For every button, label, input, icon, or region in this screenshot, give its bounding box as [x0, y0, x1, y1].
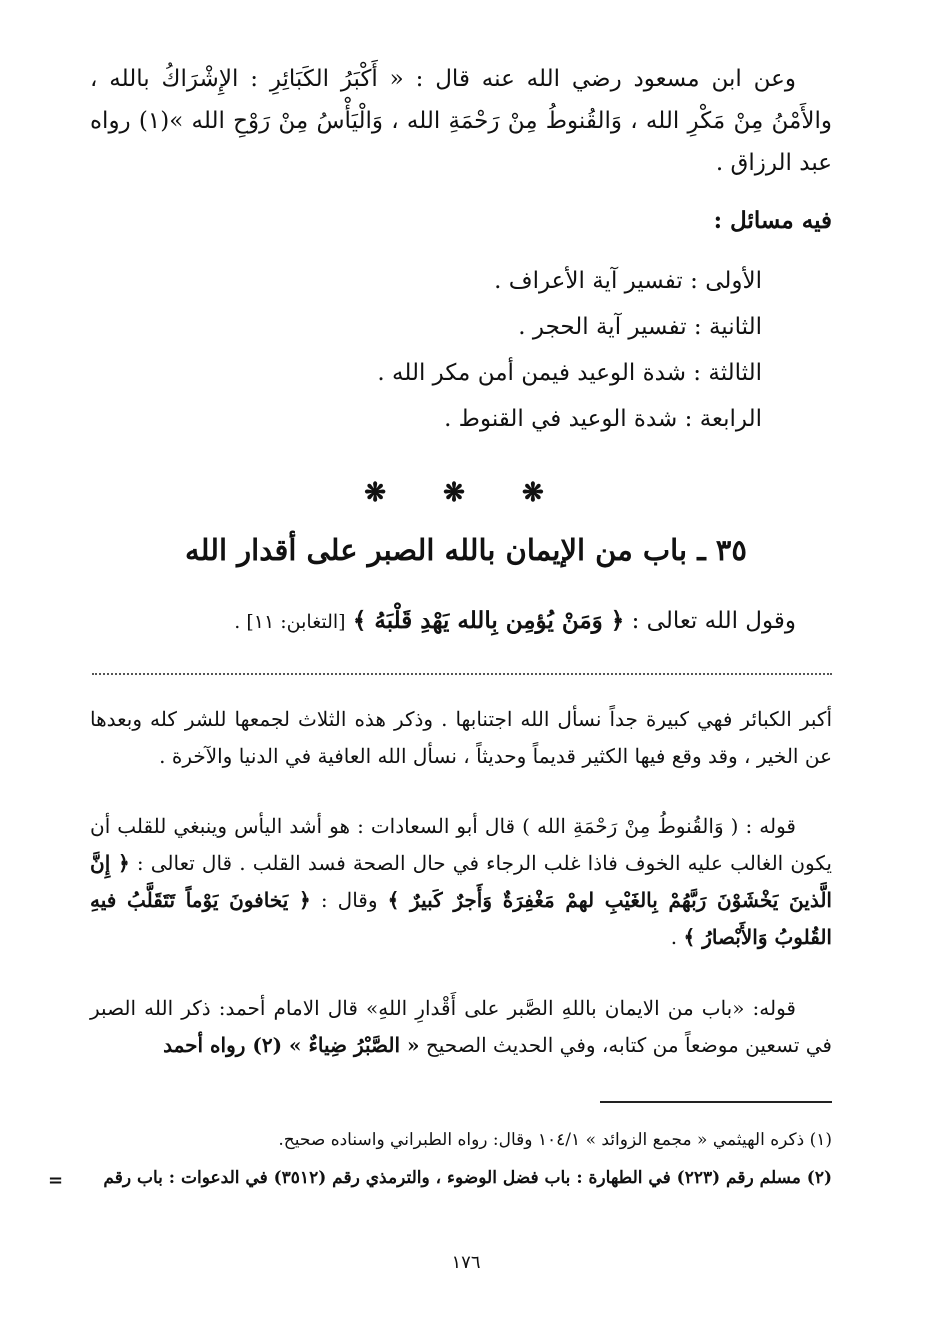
list-item: الرابعة : شدة الوعيد في القنوط . [444, 406, 762, 432]
list-item: الثانية : تفسير آية الحجر . [518, 314, 762, 340]
commentary-paragraph-3 [90, 990, 832, 1064]
quran-verse: ﴿ إِنَّ الَّذينَ يَخْشَوْنَ رَبَّهُمْ بِالغَيْبِ لهمْ مَغْفِرَةٌ وَأَجرٌ كَبيرٌ ﴾ [90, 851, 832, 912]
commentary-text: وقال : [320, 888, 378, 912]
footnote-1: (١) ذكره الهيثمي « مجمع الزوائد » ١٠٤/١ وقال: رواه الطبراني واسناده صحيح. [278, 1130, 832, 1150]
footnote-continuation-mark: = [48, 1170, 64, 1191]
masail-list [90, 258, 832, 442]
dotted-divider [92, 673, 832, 675]
list-item: الأولى : تفسير آية الأعراف . [494, 268, 762, 294]
page-number: ١٧٦ [451, 1252, 481, 1273]
commentary-text: قوله : ( وَالقُنوطُ مِنْ رَحْمَةِ الله ) قال أبو السعادات : هو أشد اليأس وينبغي للقلب أن يكون الغالب عليه الخوف فاذا غلب الرجاء في حال الصحة فسد القلب . قال تعالى : [90, 814, 832, 875]
commentary-paragraph-1: أكبر الكبائر فهي كبيرة جداً نسأل الله اجتنابها . وذكر هذه الثلاث لجمعها للشر كله وبعدها عن الخير ، وقد وقع فيها الكثير قديماً وحديثاً ، نسأل الله العافية في الدنيا والآخرة . [90, 707, 832, 768]
footnote-2: (٢) مسلم رقم (٢٢٣) في الطهارة : باب فضل الوضوء ، والترمذي رقم (٣٥١٢) في الدعوات : باب رقم [103, 1168, 832, 1188]
hadith-quote: « الصَّبْرُ ضِياءٌ » (٢) رواه أحمد [163, 1033, 420, 1057]
verse-intro: وقول الله تعالى : [631, 608, 796, 634]
footnote-rule [600, 1101, 832, 1103]
chapter-title: ٣٥ ـ باب من الإيمان بالله الصبر على أقدار الله [185, 533, 747, 567]
verse-reference: [التغابن: ١١] . [234, 611, 346, 633]
commentary-paragraph-2 [90, 808, 832, 956]
quran-verse: ﴿ يَخافونَ يَوْماً تَتَقَلَّبُ فيهِ القُلوبُ وَالأَبْصارُ ﴾ [90, 888, 832, 949]
masail-heading: فيه مسائل : [713, 207, 832, 234]
section-separator: ❋ ❋ ❋ [364, 478, 568, 508]
commentary-text: قوله: «باب من الايمان باللهِ الصَّبر على أَقْدارِ اللهِ» قال الامام أحمد: ذكر الله الصبر في تسعين موضعاً من كتابه، وفي الحديث الصحيح [90, 996, 832, 1057]
hadith-paragraph: وعن ابن مسعود رضي الله عنه قال : « أَكْبَرُ الكَبَائِرِ : الإِشْرَاكُ بالله ، والأَمْنُ مِنْ مَكْرِ الله ، وَالقُنوطُ مِنْ رَحْمَةِ الله ، وَالْيَأْسُ مِنْ رَوْحِ الله »(١) رواه عبد الرزاق . [90, 66, 832, 176]
verse-line [90, 600, 832, 643]
quran-verse: ﴿ وَمَنْ يُؤمِن بِالله يَهْدِ قَلْبَهُ ﴾ [352, 607, 625, 634]
list-item: الثالثة : شدة الوعيد فيمن أمن مكر الله . [377, 360, 762, 386]
commentary-text: . [670, 925, 678, 949]
